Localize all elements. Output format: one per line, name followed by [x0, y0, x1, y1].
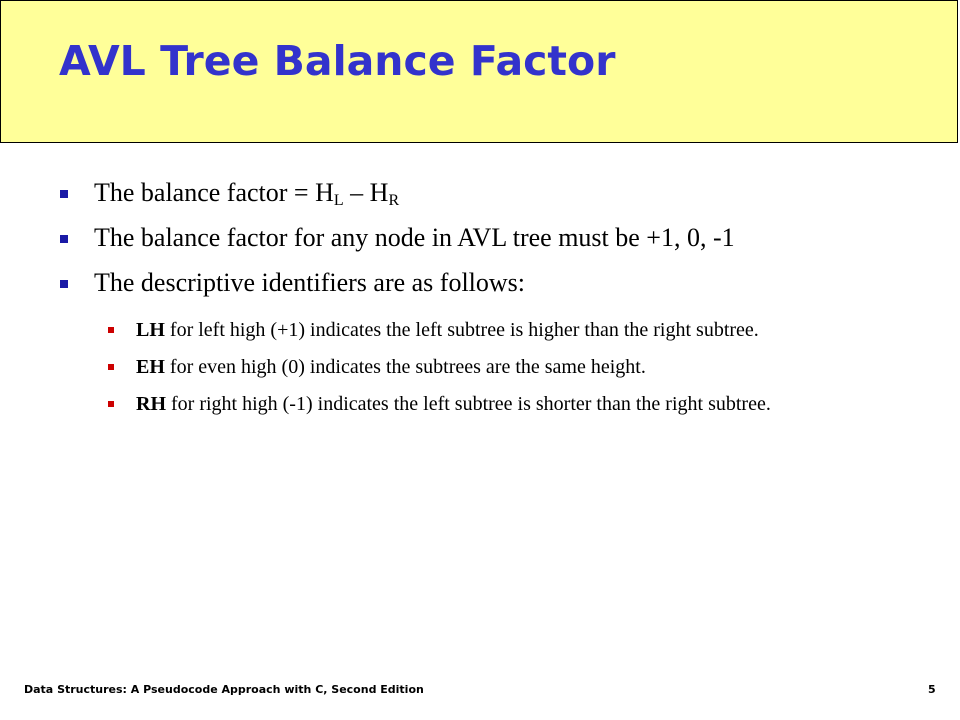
subscript-l: L	[333, 192, 344, 209]
term-rh: RH	[136, 393, 166, 415]
sub-bullet-text: for right high (-1) indicates the left subtree is shorter than the right subtree.	[166, 393, 771, 415]
subscript-r: R	[388, 192, 400, 209]
bullet-list	[58, 176, 908, 311]
footer-source: Data Structures: A Pseudocode Approach with C, Second Edition	[24, 683, 424, 696]
sub-bullet-eh	[104, 353, 904, 381]
bullet-item-balance-factor	[58, 176, 908, 210]
term-lh: LH	[136, 319, 165, 341]
bullet-text-prefix: The balance factor = H	[94, 178, 334, 207]
bullet-text-middle: – H	[343, 178, 389, 207]
square-bullet-icon	[60, 190, 68, 198]
bullet-text: The balance factor for any node in AVL tree must be +1, 0, -1	[94, 223, 735, 252]
small-square-bullet-icon	[108, 364, 114, 370]
term-eh: EH	[136, 356, 165, 378]
footer-page-number: 5	[928, 683, 936, 696]
sub-bullet-lh	[104, 316, 904, 344]
bullet-item-node-rule	[58, 221, 908, 255]
sub-bullet-list	[104, 316, 904, 427]
sub-bullet-rh	[104, 390, 904, 418]
bullet-text: The descriptive identifiers are as follows:	[94, 268, 526, 297]
slide-title: AVL Tree Balance Factor	[59, 37, 616, 85]
square-bullet-icon	[60, 280, 68, 288]
bullet-item-identifiers	[58, 266, 908, 300]
square-bullet-icon	[60, 235, 68, 243]
small-square-bullet-icon	[108, 327, 114, 333]
title-bar	[0, 0, 958, 143]
small-square-bullet-icon	[108, 401, 114, 407]
sub-bullet-text: for even high (0) indicates the subtrees are the same height.	[164, 356, 646, 378]
sub-bullet-text: for left high (+1) indicates the left subtree is higher than the right subtree.	[164, 319, 759, 341]
